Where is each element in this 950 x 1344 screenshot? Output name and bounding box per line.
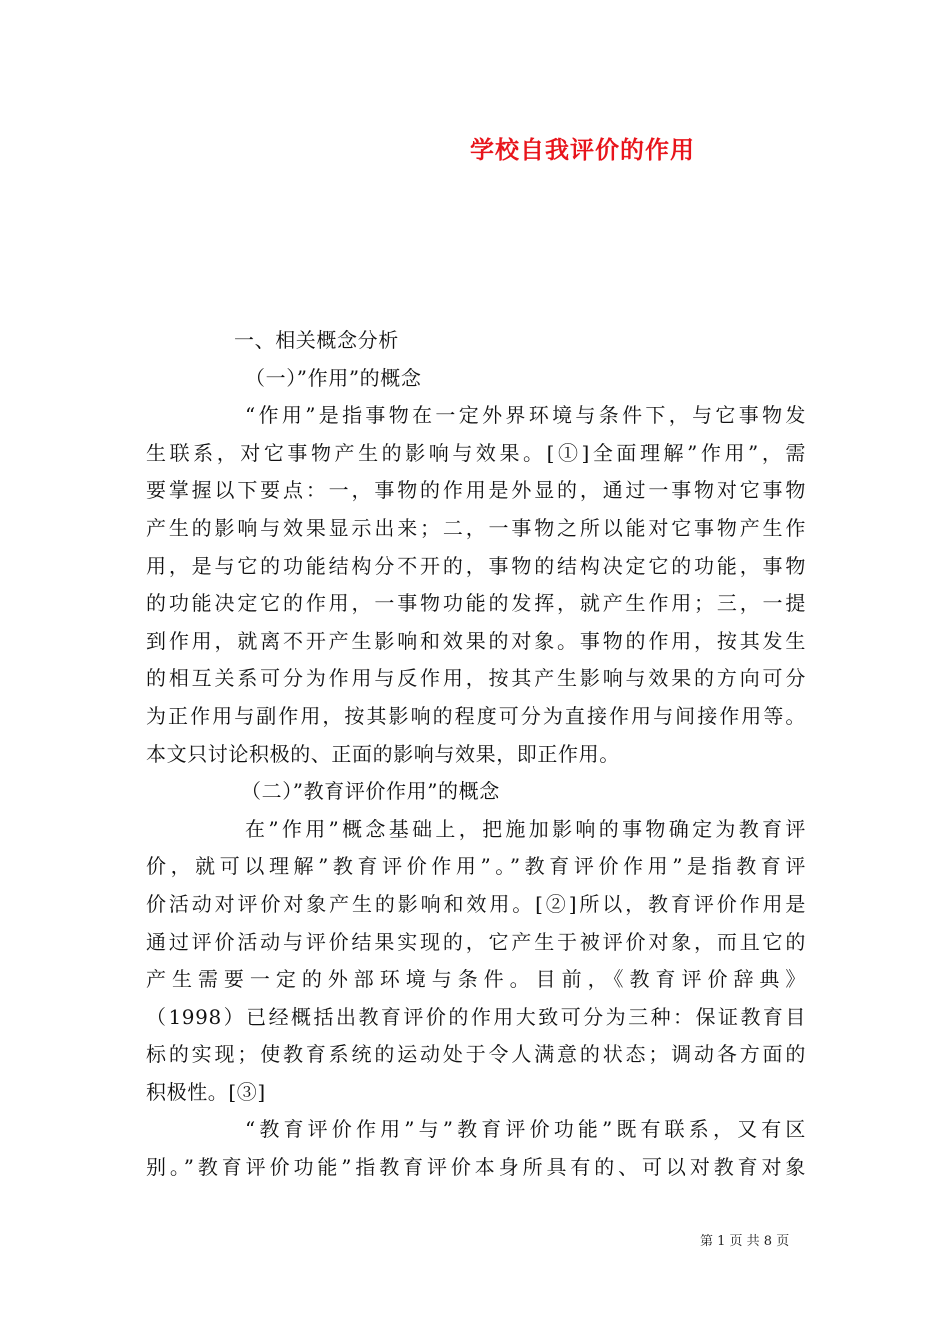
paragraph-line: “教育评价作用”与”教育评价功能”既有联系，又有区	[245, 1117, 806, 1142]
paragraph-line: 的功能决定它的作用，一事物功能的发挥，就产生作用；三，一提	[146, 591, 806, 616]
paragraph-line: 用，是与它的功能结构分不开的，事物的结构决定它的功能，事物	[146, 553, 806, 578]
document-body	[146, 322, 806, 1187]
paragraph-line: 要掌握以下要点：一，事物的作用是外显的，通过一事物对它事物	[146, 478, 806, 503]
paragraph-line: “作用”是指事物在一定外界环境与条件下，与它事物发	[245, 403, 806, 428]
page-title: 学校自我评价的作用	[470, 136, 695, 164]
section-heading: 一、相关概念分析	[234, 328, 399, 352]
paragraph-line: 标的实现；使教育系统的运动处于令人满意的状态；调动各方面的	[146, 1042, 806, 1067]
paragraph-line: 积极性。[③]	[146, 1079, 266, 1104]
paragraph-line: 通过评价活动与评价结果实现的，它产生于被评价对象，而且它的	[146, 929, 806, 954]
paragraph-line: 的相互关系可分为作用与反作用，按其产生影响与效果的方向可分	[146, 666, 806, 691]
paragraph-line: 为正作用与副作用，按其影响的程度可分为直接作用与间接作用等。	[146, 703, 806, 728]
paragraph-line: 到作用，就离不开产生影响和效果的对象。事物的作用，按其发生	[146, 628, 806, 653]
paragraph-line: 产生的影响与效果显示出来；二，一事物之所以能对它事物产生作	[146, 515, 806, 540]
paragraph-line: 价活动对评价对象产生的影响和效用。[②]所以，教育评价作用是	[146, 891, 806, 916]
page-number-footer: 第 1 页 共 8 页	[700, 1234, 790, 1249]
paragraph-line: 价，就可以理解”教育评价作用”。”教育评价作用”是指教育评	[146, 854, 806, 879]
subsection-heading: （一）”作用”的概念	[245, 365, 422, 390]
paragraph-line: 产生需要一定的外部环境与条件。目前，《教育评价辞典》	[146, 967, 806, 992]
paragraph-line: （1998）已经概括出教育评价的作用大致可分为三种：保证教育目	[146, 1004, 806, 1029]
paragraph-line: 本文只讨论积极的、正面的影响与效果，即正作用。	[146, 741, 620, 766]
subsection-heading: （二）”教育评价作用”的概念	[241, 779, 500, 804]
paragraph-line: 生联系，对它事物产生的影响与效果。[①]全面理解”作用”，需	[146, 440, 806, 465]
paragraph-line: 别。”教育评价功能”指教育评价本身所具有的、可以对教育对象	[146, 1155, 806, 1180]
paragraph-line: 在”作用”概念基础上，把施加影响的事物确定为教育评	[245, 816, 806, 841]
